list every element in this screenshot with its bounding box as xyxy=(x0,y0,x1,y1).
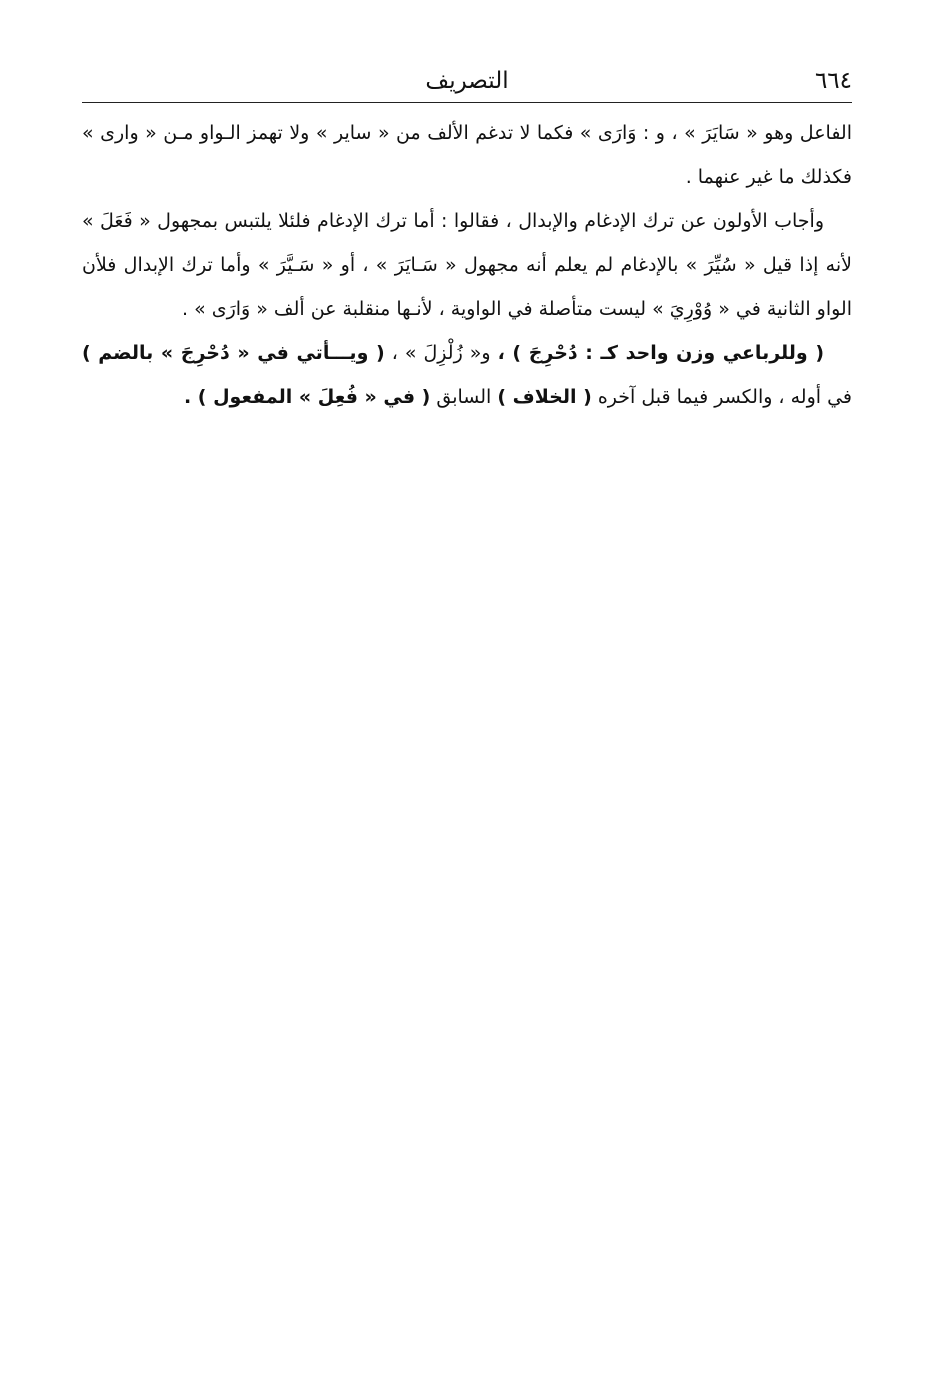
running-title: التصريف xyxy=(425,68,509,94)
bold-phrase-2: ( ويـــأتي في « دُحْرِجَ » بالضم ) xyxy=(82,342,385,364)
bold-phrase-1: ( وللرباعي وزن واحد كـ : دُحْرِجَ ) ، xyxy=(497,342,825,364)
bold-phrase-4: ( في « فُعِلَ » المفعول ) . xyxy=(183,386,431,408)
document-page xyxy=(82,62,852,419)
bold-phrase-3: ( الخلاف ) xyxy=(497,386,592,408)
page-header xyxy=(82,62,852,103)
plain-phrase-2: في أوله ، والكسر فيما قبل آخره xyxy=(591,386,852,408)
paragraph-2: وأجاب الأولون عن ترك الإدغام والإبدال ، فقالوا : أما ترك الإدغام فلئلا يلتبس بمجهول « فَعَلَ » لأنه إذا قيل « سُيِّرَ » بالإدغام لم يعلم أنه مجهول « سَـايَرَ » ، أو « سَـيَّرَ » وأما ترك الإبدال فلأن الواو الثانية في « وُوْرِيَ » ليست متأصلة في الواوية ، لأنـها منقلبة عن ألف « وَارَى » . xyxy=(82,210,852,320)
plain-phrase-3: السابق xyxy=(430,386,498,408)
paragraph-1: الفاعل وهو « سَايَرَ » ، و : وَارَى » فكما لا تدغم الألف من « ساير » ولا تهمز الـواو مـن « وارى » فكذلك ما غير عنهما . xyxy=(82,122,852,188)
body-text xyxy=(82,111,852,419)
page-number: ٦٦٤ xyxy=(814,68,852,94)
paragraph-3 xyxy=(82,331,852,419)
plain-phrase-1: و« زُلْزِلَ » ، xyxy=(384,342,498,364)
